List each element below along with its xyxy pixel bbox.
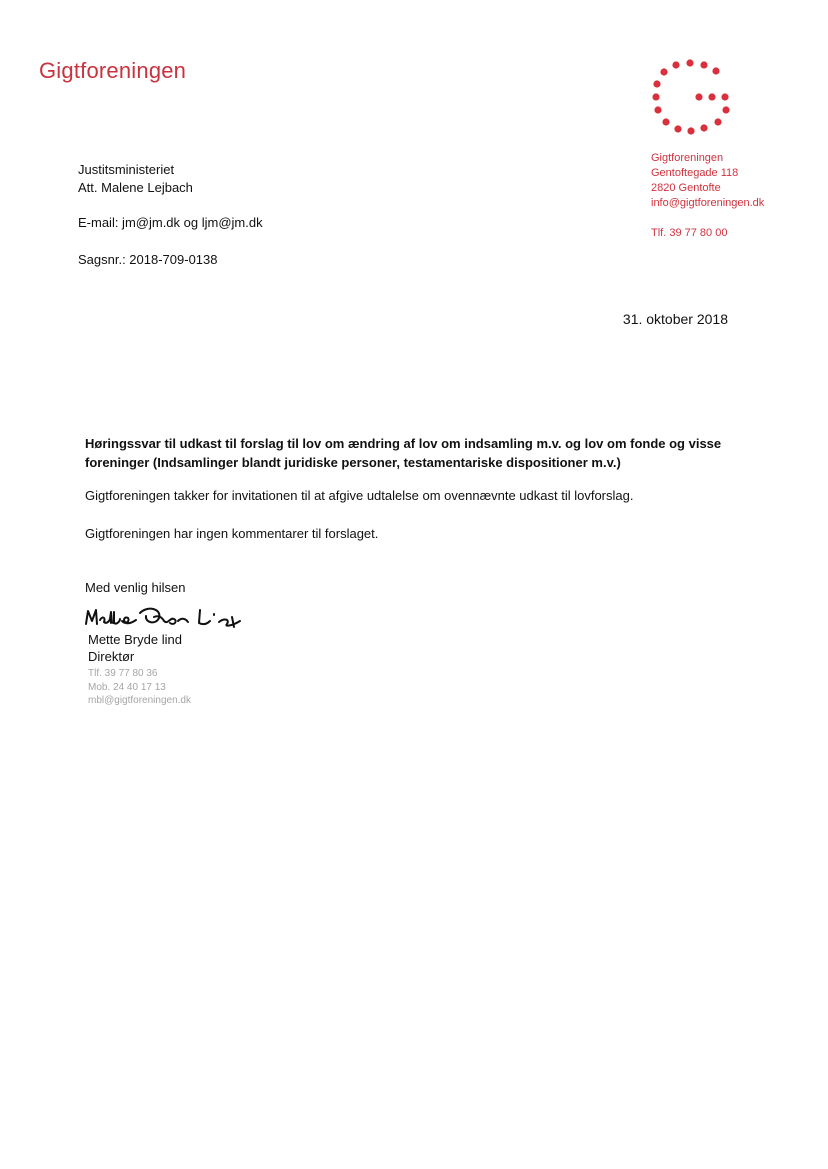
signatory-title: Direktør bbox=[88, 649, 135, 664]
logo-dot bbox=[686, 59, 693, 66]
signatory-name: Mette Bryde lind bbox=[88, 632, 182, 647]
logo-dot bbox=[721, 93, 728, 100]
sender-city: 2820 Gentofte bbox=[651, 182, 721, 194]
signatory-contact bbox=[88, 667, 191, 708]
letter-paragraph-2: Gigtforeningen har ingen kommentarer til forslaget. bbox=[85, 526, 379, 541]
logo-dot bbox=[687, 127, 694, 134]
case-number: Sagsnr.: 2018-709-0138 bbox=[78, 252, 218, 267]
signatory-block bbox=[88, 631, 182, 665]
recipient-att: Att. Malene Lejbach bbox=[78, 180, 193, 195]
logo-dot bbox=[654, 106, 661, 113]
signatory-email[interactable]: mbl@gigtforeningen.dk bbox=[88, 695, 191, 706]
logo-dot bbox=[660, 68, 667, 75]
recipient-block bbox=[78, 161, 193, 197]
recipient-email[interactable]: E-mail: jm@jm.dk og ljm@jm.dk bbox=[78, 215, 263, 230]
letter-paragraph-1: Gigtforeningen takker for invitationen til at afgive udtalelse om ovennævnte udkast til lovforslag. bbox=[85, 488, 634, 503]
sender-street: Gentoftegade 118 bbox=[651, 167, 739, 179]
logo-dot bbox=[672, 61, 679, 68]
logo-dot bbox=[662, 118, 669, 125]
sender-phone: Tlf. 39 77 80 00 bbox=[651, 227, 728, 239]
sender-name: Gigtforeningen bbox=[651, 152, 724, 164]
handwritten-signature-icon bbox=[82, 603, 244, 631]
logo-dot bbox=[695, 93, 702, 100]
sender-email[interactable]: info@gigtforeningen.dk bbox=[651, 197, 765, 209]
logo-dot bbox=[712, 67, 719, 74]
signatory-mobile: Mob. 24 40 17 13 bbox=[88, 681, 166, 693]
letter-subject: Høringssvar til udkast til forslag til lov om ændring af lov om indsamling m.v. og lov om fonde og visse foreninger (Indsamlinger blandt juridiske personer, testamentariske dispositioner m.v.) bbox=[85, 436, 722, 470]
logo-dot bbox=[708, 93, 715, 100]
closing-greeting: Med venlig hilsen bbox=[85, 580, 186, 595]
sender-address bbox=[651, 151, 764, 241]
logo-dot bbox=[700, 124, 707, 131]
recipient-org: Justitsministeriet bbox=[78, 162, 175, 177]
logo-dot bbox=[700, 61, 707, 68]
logo-dot bbox=[674, 125, 681, 132]
logo-dot bbox=[652, 93, 659, 100]
logo-dot bbox=[714, 118, 721, 125]
logo-dot bbox=[722, 106, 729, 113]
signatory-phone: Tlf. 39 77 80 36 bbox=[88, 668, 158, 679]
logo-dot bbox=[653, 80, 660, 87]
dotted-circle-logo-icon bbox=[646, 56, 736, 136]
letter-date: 31. oktober 2018 bbox=[622, 311, 728, 327]
brand-name: Gigtforeningen bbox=[39, 58, 187, 83]
